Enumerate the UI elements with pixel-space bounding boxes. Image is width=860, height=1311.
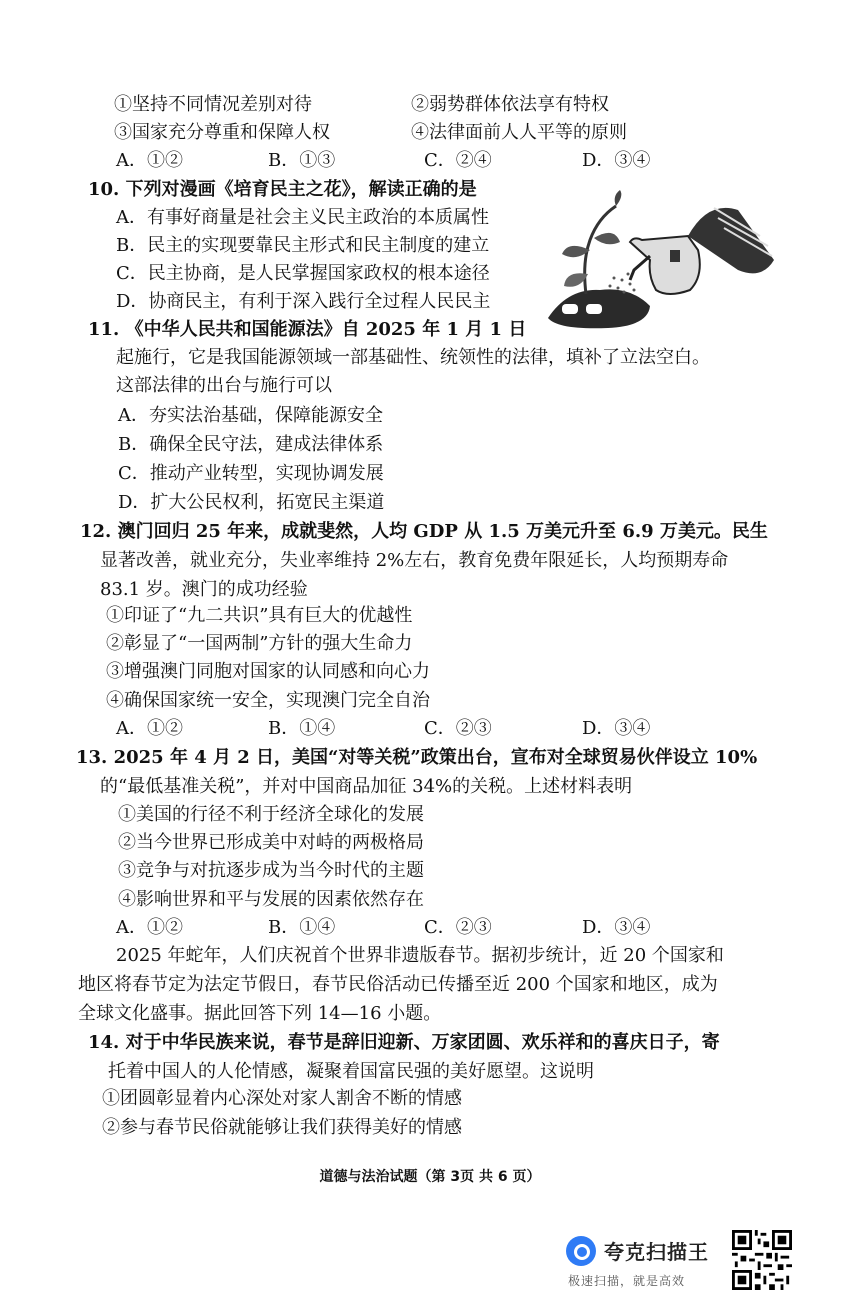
qr-code-icon: [732, 1230, 792, 1290]
text-line: ②彰显了“一国两制”方针的强大生命力: [106, 633, 413, 654]
text-line: D．扩大公民权利，拓宽民主渠道: [118, 492, 385, 513]
cartoon-democracy-flower: [538, 190, 776, 330]
text-line: ③国家充分尊重和保障人权: [114, 122, 330, 143]
text-line: B．①④: [268, 718, 336, 739]
text-line: 的“最低基准关税”，并对中国商品加征 34%的关税。上述材料表明: [100, 776, 633, 797]
text-line: A．有事好商量是社会主义民主政治的本质属性: [116, 207, 489, 228]
text-line: 显著改善，就业充分，失业率维持 2%左右，教育免费年限延长，人均预期寿命: [100, 550, 729, 571]
text-line: B．①③: [268, 150, 336, 171]
text-line: ②参与春节民俗就能够让我们获得美好的情感: [102, 1117, 462, 1138]
text-line: D．③④: [582, 917, 651, 938]
text-line: ③增强澳门同胞对国家的认同感和向心力: [106, 661, 430, 682]
text-line: ①印证了“九二共识”具有巨大的优越性: [106, 605, 413, 626]
text-line: D．③④: [582, 150, 651, 171]
question-stem: 11. 《中华人民共和国能源法》自 2025 年 1 月 1 日: [88, 319, 527, 340]
text-line: B．确保全民守法，建成法律体系: [118, 434, 384, 455]
text-line: C．②④: [424, 150, 492, 171]
text-line: 这部法律的出台与施行可以: [116, 375, 332, 396]
text-line: ④确保国家统一安全，实现澳门完全自治: [106, 690, 430, 711]
question-stem: 10. 下列对漫画《培育民主之花》，解读正确的是: [88, 179, 477, 200]
text-line: C．②③: [424, 718, 492, 739]
text-line: A．①②: [116, 917, 183, 938]
text-line: C．民主协商，是人民掌握国家政权的根本途径: [116, 263, 490, 284]
text-line: ①团圆彰显着内心深处对家人割舍不断的情感: [102, 1088, 462, 1109]
text-line: 全球文化盛事。据此回答下列 14—16 小题。: [78, 1003, 442, 1024]
text-line: 托着中国人的人伦情感，凝聚着国富民强的美好愿望。这说明: [108, 1061, 594, 1082]
text-line: C．推动产业转型，实现协调发展: [118, 463, 384, 484]
text-line: ③竞争与对抗逐步成为当今时代的主题: [118, 860, 424, 881]
text-line: ②弱势群体依法享有特权: [411, 94, 609, 115]
text-line: ④法律面前人人平等的原则: [411, 122, 627, 143]
text-line: A．①②: [116, 718, 183, 739]
text-line: B．①④: [268, 917, 336, 938]
text-line: ②当今世界已形成美中对峙的两极格局: [118, 832, 424, 853]
text-line: C．②③: [424, 917, 492, 938]
scanner-watermark: [566, 1232, 726, 1292]
question-stem: 12. 澳门回归 25 年来，成就斐然，人均 GDP 从 1.5 万美元升至 6.9 万美元。民生: [80, 521, 768, 542]
scanner-slogan: 极速扫描，就是高效: [568, 1274, 686, 1288]
page-footer: 道德与法治试题（第 3页 共 6 页）: [319, 1169, 541, 1185]
scanner-logo-icon: [566, 1236, 596, 1266]
scanner-brand-name: 夸克扫描王: [604, 1240, 709, 1264]
text-line: A．夯实法治基础，保障能源安全: [118, 405, 383, 426]
text-line: B．民主的实现要靠民主形式和民主制度的建立: [116, 235, 490, 256]
text-line: ①坚持不同情况差别对待: [114, 94, 312, 115]
text-line: A．①②: [116, 150, 183, 171]
text-line: 2025 年蛇年，人们庆祝首个世界非遗版春节。据初步统计，近 20 个国家和: [116, 945, 724, 966]
text-line: ①美国的行径不利于经济全球化的发展: [118, 804, 424, 825]
text-line: D．③④: [582, 718, 651, 739]
text-line: ④影响世界和平与发展的因素依然存在: [118, 889, 424, 910]
question-stem: 13. 2025 年 4 月 2 日，美国“对等关税”政策出台，宣布对全球贸易伙伴设立 10%: [76, 747, 758, 768]
text-line: 起施行，它是我国能源领域一部基础性、统领性的法律，填补了立法空白。: [116, 347, 710, 368]
text-line: 地区将春节定为法定节假日，春节民俗活动已传播至近 200 个国家和地区，成为: [78, 974, 718, 995]
text-line: D．协商民主，有利于深入践行全过程人民民主: [116, 291, 491, 312]
text-line: 83.1 岁。澳门的成功经验: [100, 579, 308, 600]
question-stem: 14. 对于中华民族来说，春节是辞旧迎新、万家团圆、欢乐祥和的喜庆日子，寄: [88, 1032, 720, 1053]
